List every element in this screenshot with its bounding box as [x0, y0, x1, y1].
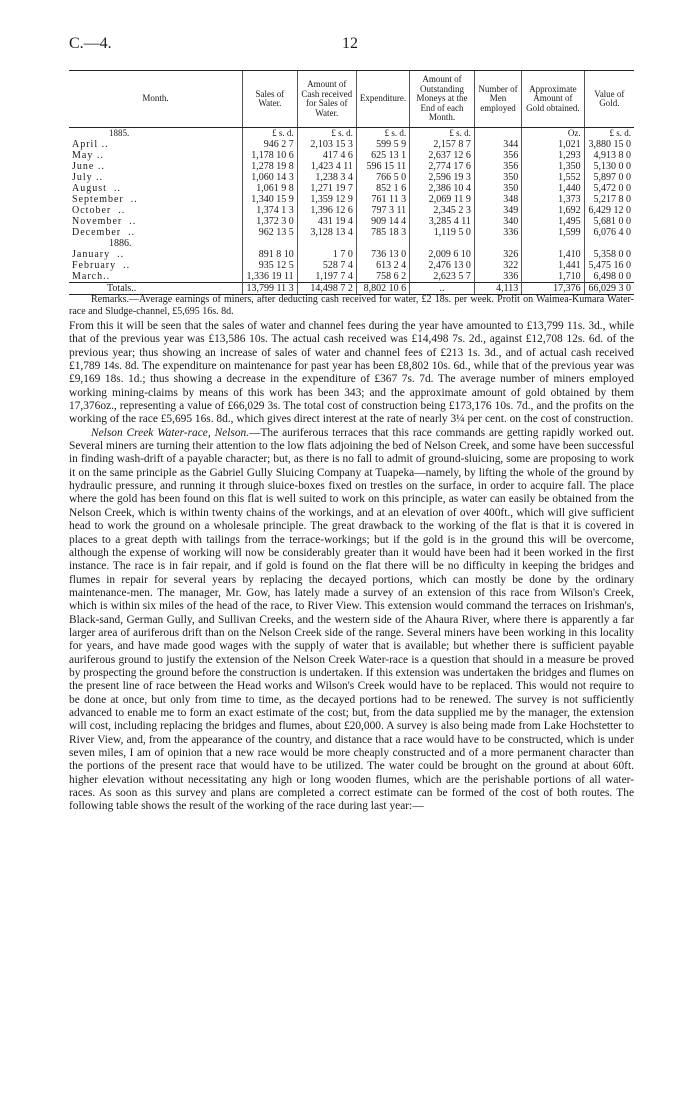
cell-gold-value: 5,358 0 0	[584, 249, 634, 260]
total-cash: 14,498 7 2	[297, 283, 356, 295]
table-row	[69, 161, 634, 172]
year-row	[69, 238, 634, 249]
col-sales: Sales of Water.	[243, 71, 298, 128]
cell-month: March..	[72, 271, 111, 282]
col-cash: Amount of Cash received for Sales of Water.	[297, 71, 356, 128]
cell-gold-value: 5,472 0 0	[584, 183, 634, 194]
cell-sales: 946 2 7	[243, 139, 298, 150]
cell-expenditure: 797 3 11	[356, 205, 409, 216]
cell-men: 350	[474, 172, 521, 183]
cell-cash: 1,271 19 7	[297, 183, 356, 194]
cell-outstanding: 2,476 13 0	[410, 260, 475, 271]
cell-gold-oz: 1,599	[522, 227, 584, 238]
cell-cash: 1 7 0	[297, 249, 356, 260]
cell-gold-value: 5,217 8 0	[584, 194, 634, 205]
col-outstanding: Amount of Outstanding Moneys at the End of each Month.	[410, 71, 475, 128]
section-title: Nelson Creek Water-race, Nelson.	[91, 426, 250, 439]
cell-gold-value: 5,130 0 0	[584, 161, 634, 172]
table-row	[69, 216, 634, 227]
cell-gold-value: 3,880 15 0	[584, 139, 634, 150]
table-row	[69, 249, 634, 260]
cell-gold-oz: 1,410	[522, 249, 584, 260]
cell-gold-oz: 1,021	[522, 139, 584, 150]
cell-expenditure: 852 1 6	[356, 183, 409, 194]
cell-sales: 935 12 5	[243, 260, 298, 271]
cell-expenditure: 761 11 3	[356, 194, 409, 205]
cell-men: 340	[474, 216, 521, 227]
table-header-row	[69, 71, 634, 128]
cell-gold-oz: 1,552	[522, 172, 584, 183]
year-label: 1886.	[109, 238, 132, 249]
cell-men: 356	[474, 161, 521, 172]
cell-gold-oz: 1,440	[522, 183, 584, 194]
cell-month: January ..	[72, 249, 125, 260]
cell-expenditure: 736 13 0	[356, 249, 409, 260]
cell-month: December ..	[72, 227, 136, 238]
cell-gold-oz: 1,692	[522, 205, 584, 216]
table-row	[69, 139, 634, 150]
col-month: Month.	[69, 71, 243, 128]
table-row	[69, 271, 634, 283]
cell-month: August ..	[72, 183, 121, 194]
cell-men: 356	[474, 150, 521, 161]
cell-outstanding: 1,119 5 0	[410, 227, 475, 238]
cell-men: 350	[474, 183, 521, 194]
cell-month: November ..	[72, 216, 137, 227]
cell-outstanding: 2,596 19 3	[410, 172, 475, 183]
cell-gold-oz: 1,441	[522, 260, 584, 271]
cell-outstanding: 2,345 2 3	[410, 205, 475, 216]
cell-cash: 528 7 4	[297, 260, 356, 271]
cell-men: 348	[474, 194, 521, 205]
cell-cash: 2,103 15 3	[297, 139, 356, 150]
total-expenditure: 8,802 10 6	[356, 283, 409, 295]
cell-sales: 1,178 10 6	[243, 150, 298, 161]
total-gold-oz: 17,376	[522, 283, 584, 295]
table-row	[69, 150, 634, 161]
cell-outstanding: 2,386 10 4	[410, 183, 475, 194]
total-outstanding: ..	[410, 283, 475, 295]
unit-lsd: £ s. d.	[356, 128, 409, 140]
year-label: 1885.	[109, 128, 130, 138]
cell-outstanding: 2,157 8 7	[410, 139, 475, 150]
cell-expenditure: 599 5 9	[356, 139, 409, 150]
cell-month: September ..	[72, 194, 138, 205]
cell-month: February ..	[72, 260, 131, 271]
cell-outstanding: 2,009 6 10	[410, 249, 475, 260]
col-expenditure: Expenditure.	[356, 71, 409, 128]
unit-oz: Oz.	[522, 128, 584, 140]
table-row	[69, 227, 634, 238]
cell-gold-value: 4,913 8 0	[584, 150, 634, 161]
cell-gold-oz: 1,350	[522, 161, 584, 172]
total-men: 4,113	[474, 283, 521, 295]
cell-expenditure: 766 5 0	[356, 172, 409, 183]
cell-sales: 891 8 10	[243, 249, 298, 260]
cell-gold-oz: 1,293	[522, 150, 584, 161]
report-body	[69, 320, 634, 814]
col-men: Number of Men employed	[474, 71, 521, 128]
cell-sales: 1,061 9 8	[243, 183, 298, 194]
cell-gold-value: 6,429 12 0	[584, 205, 634, 216]
totals-label: Totals..	[69, 283, 243, 295]
cell-gold-value: 6,498 0 0	[584, 271, 634, 283]
cell-cash: 417 4 6	[297, 150, 356, 161]
water-race-returns-table	[69, 70, 634, 295]
table-row	[69, 260, 634, 271]
cell-outstanding: 2,623 5 7	[410, 271, 475, 283]
cell-cash: 3,128 13 4	[297, 227, 356, 238]
cell-cash: 1,238 3 4	[297, 172, 356, 183]
units-row	[69, 128, 634, 140]
cell-month: April ..	[72, 139, 109, 150]
cell-outstanding: 2,774 17 6	[410, 161, 475, 172]
cell-expenditure: 758 6 2	[356, 271, 409, 283]
cell-gold-value: 5,475 16 0	[584, 260, 634, 271]
cell-outstanding: 2,069 11 9	[410, 194, 475, 205]
cell-sales: 1,340 15 9	[243, 194, 298, 205]
cell-month: July ..	[72, 172, 104, 183]
cell-cash: 1,423 4 11	[297, 161, 356, 172]
cell-gold-oz: 1,373	[522, 194, 584, 205]
totals-row	[69, 283, 634, 295]
paragraph-nelson-creek	[69, 427, 634, 814]
cell-outstanding: 3,285 4 11	[410, 216, 475, 227]
table-row	[69, 183, 634, 194]
paragraph-summary: From this it will be seen that the sales of water and channel fees during the year have amounted to £13,799 11s. 3d., while that of the previous year was £13,586 10s. The actual cash received was £14,498 7s. 2d., against £12,708 12s. 6d. of the previous year; thus showing an increase of sales of water and channel fees of £213 1s. 3d., and of actual cash received £1,789 14s. 8d. The expenditure on maintenance for past year has been £8,802 10s. 6d., while that of the previous year was £9,169 18s. 1d.; thus showing a decrease in the expenditure of £367 7s. 7d. The average number of miners employed working mining-claims by means of this work has been 343; and the approximate amount of gold obtained by them 17,376oz., representing a value of £66,029 3s. The total cost of construction being £173,176 10s. 7d., and the profits on the working of the race £5,695 16s. 8d., which gives direct interest at the rate of nearly 3¼ per cent. on the cost of construction.	[69, 320, 634, 426]
cell-cash: 431 19 4	[297, 216, 356, 227]
page-number: 12	[342, 35, 358, 52]
cell-sales: 1,374 1 3	[243, 205, 298, 216]
document-reference: C.—4.	[69, 35, 112, 52]
cell-cash: 1,197 7 4	[297, 271, 356, 283]
cell-sales: 962 13 5	[243, 227, 298, 238]
cell-month: June ..	[72, 161, 105, 172]
table-row	[69, 194, 634, 205]
cell-sales: 1,372 3 0	[243, 216, 298, 227]
cell-gold-value: 5,681 0 0	[584, 216, 634, 227]
cell-month: May ..	[72, 150, 104, 161]
col-gold-value: Value of Gold.	[584, 71, 634, 128]
cell-sales: 1,336 19 11	[243, 271, 298, 283]
total-sales: 13,799 11 3	[243, 283, 298, 295]
unit-lsd: £ s. d.	[243, 128, 298, 140]
cell-expenditure: 909 14 4	[356, 216, 409, 227]
table-row	[69, 172, 634, 183]
paragraph-text: —The auriferous terraces that this race commands are getting rapidly worked out. Several miners are turning their attention to the low flats adjoining the bed of Nelson Creek, and some have been successful in finding wash-drift of a payable character; but, as there is no fall to admit of ground-sluicing, some are proposing to work it on the same principle as the Gabriel Gully Sluicing Company at Tuapeka—namely, by lifting the whole of the ground by hydraulic pressure, and running it through sluice-boxes fixed on trestles on the surface, in order to acquire fall. The place where the gold has been found on this flat is well suited to work on this principle, as water can easily be obtained from the Nelson Creek, which is within twenty chains of the workings, and at an elevation of over 400ft., which will give sufficient head to work the ground on a wholesale principle. The great drawback to the working of the flat is that it is covered in places to a great depth with tailings from the terrace-workings; but if the gold is in the ground this will be overcome, although the expense of working will now be considerably greater than it would have been had it been worked in the first instance. The race is in fair repair, and if gold is found on the flat there will be no difficulty in keeping the bridges and flumes in repair for several years by replacing the decayed portions, which can mostly be done by the ordinary maintenance-men. The manager, Mr. Gow, has lately made a survey of an extension of this race from Wilson's Creek, which is within six miles of the head of the race, to River View. This extension would command the terraces on Irishman's, Black-sand, German Gully, and Sullivan Creeks, and the western side of the Ahaura River, where there is apparently a far larger area of auriferous drift than on the Nelson Creek side of the range. Several miners have been working in this locality for years, and have made good wages with the supply of water that is available; but whether there is sufficient payable auriferous ground to justify the extension of the Nelson Creek Water-race is a question that should in a measure be proved by prospecting the ground before the construction is undertaken. If this extension was undertaken the bridges and flumes on the present line of race between the Head works and Wilson's Creek would have to be replaced. This would not require to be done at once, but only from time to time, as the decayed portions had to be renewed. The survey is not sufficiently advanced to enable me to form an exact estimate of the cost; but, from the data supplied me by the manager, the extension will cost, including replacing the bridges and flumes, about £20,000. A survey is also being made from Lake Hochstetter to River View, and, from the appearance of the country, and distance that a race would have to be constructed, which is under seven miles, I am of opinion that a new race would be more cheaply constructed and of a more permanent character than the portions of the present race that would have to be utilized. The water could be brought on the ground at about 60ft. higher elevation without necessitating any high or long wooden flumes, which are the perishable portions of all water-races. As soon as this survey and plans are completed a correct estimate can be formed of the cost of both routes. The following table shows the result of the working of the race during last year:—	[69, 426, 634, 813]
cell-men: 326	[474, 249, 521, 260]
cell-men: 322	[474, 260, 521, 271]
col-gold-oz: Approximate Amount of Gold obtained.	[522, 71, 584, 128]
unit-lsd: £ s. d.	[584, 128, 634, 140]
cell-cash: 1,396 12 6	[297, 205, 356, 216]
table-row	[69, 205, 634, 216]
cell-gold-value: 5,897 0 0	[584, 172, 634, 183]
cell-cash: 1,359 12 9	[297, 194, 356, 205]
cell-month: October ..	[72, 205, 126, 216]
cell-outstanding: 2,637 12 6	[410, 150, 475, 161]
cell-expenditure: 625 13 1	[356, 150, 409, 161]
cell-gold-oz: 1,495	[522, 216, 584, 227]
unit-lsd: £ s. d.	[297, 128, 356, 140]
cell-gold-oz: 1,710	[522, 271, 584, 283]
unit-lsd: £ s. d.	[410, 128, 475, 140]
cell-sales: 1,278 19 8	[243, 161, 298, 172]
total-gold-value: 66,029 3 0	[584, 283, 634, 295]
cell-gold-value: 6,076 4 0	[584, 227, 634, 238]
remarks-note: Remarks.—Average earnings of miners, after deducting cash received for water, £2 18s. per week. Profit on Waimea-Kumara Water-race and Sludge-channel, £5,695 16s. 8d.	[69, 294, 634, 317]
cell-sales: 1,060 14 3	[243, 172, 298, 183]
cell-expenditure: 613 2 4	[356, 260, 409, 271]
cell-men: 344	[474, 139, 521, 150]
cell-men: 336	[474, 227, 521, 238]
cell-expenditure: 596 15 11	[356, 161, 409, 172]
cell-men: 336	[474, 271, 521, 283]
cell-men: 349	[474, 205, 521, 216]
cell-expenditure: 785 18 3	[356, 227, 409, 238]
